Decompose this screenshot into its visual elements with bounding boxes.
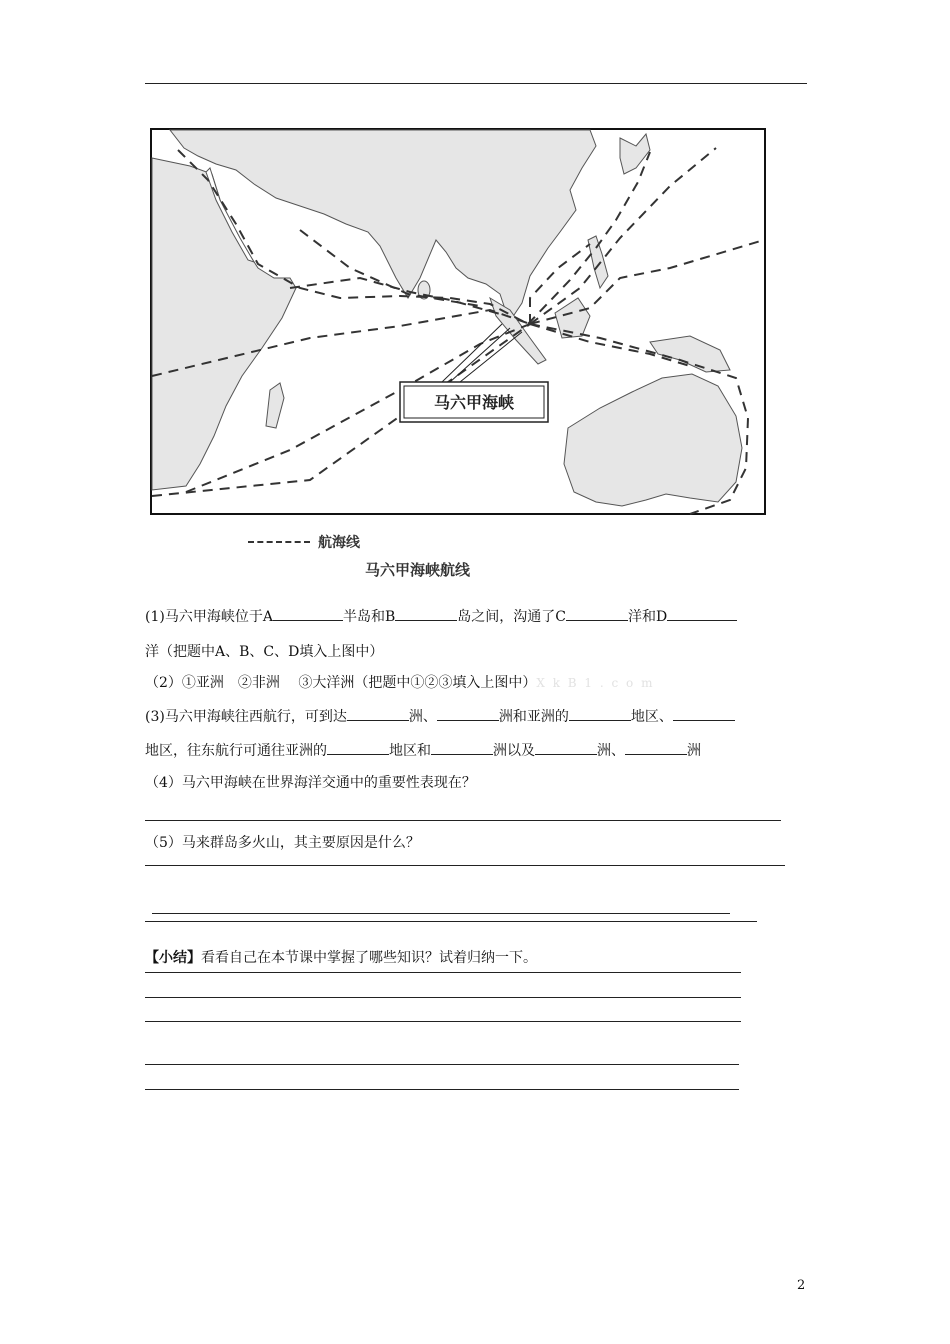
question-4: （4）马六甲海峡在世界海洋交通中的重要性表现在？: [145, 775, 476, 791]
answer-blank-a[interactable]: [273, 606, 343, 621]
answer-blank-east-4[interactable]: [625, 740, 687, 755]
summary-line-5[interactable]: [145, 1089, 739, 1090]
question-3-line-2: 地区，往东航行可通往亚洲的 地区和 洲以及 洲、 洲: [145, 740, 701, 761]
summary-line-1[interactable]: [145, 972, 741, 973]
answer-blank-d[interactable]: [667, 606, 737, 621]
summary-prompt: 【小结】看看自己在本节课中掌握了哪些知识？试着归纳一下。: [145, 950, 537, 966]
answer-blank-c[interactable]: [566, 606, 628, 621]
page-number: 2: [797, 1278, 806, 1293]
strait-map: [150, 128, 766, 515]
strait-callout-label: 马六甲海峡: [433, 393, 515, 412]
map-caption: 马六甲海峡航线: [365, 561, 471, 579]
summary-line-4[interactable]: [145, 1064, 739, 1065]
answer-line-q5-3[interactable]: [145, 921, 757, 922]
legend-label: 航海线: [318, 535, 360, 551]
question-1-line-1: (1)马六甲海峡位于A 半岛和B 岛之间，沟通了C 洋和D: [145, 606, 737, 627]
map-legend: [248, 532, 360, 552]
header-rule: [145, 83, 807, 84]
answer-blank-east-1[interactable]: [327, 740, 389, 755]
answer-blank-b[interactable]: [395, 606, 457, 621]
answer-blank-east-3[interactable]: [535, 740, 597, 755]
answer-blank-west-2[interactable]: [437, 706, 499, 721]
summary-label: 【小结】: [145, 950, 201, 966]
answer-line-q5-1[interactable]: [145, 865, 785, 866]
answer-blank-east-2[interactable]: [431, 740, 493, 755]
question-1-line-2: 洋（把题中A、B、C、D填入上图中）: [145, 644, 384, 660]
question-3-line-1: (3)马六甲海峡往西航行，可到达 洲、 洲和亚洲的 地区、: [145, 706, 735, 727]
question-5: （5）马来群岛多火山，其主要原因是什么？: [145, 835, 420, 851]
answer-blank-west-4[interactable]: [673, 706, 735, 721]
answer-line-q5-2[interactable]: [152, 913, 730, 914]
answer-blank-west-1[interactable]: [347, 706, 409, 721]
summary-line-3[interactable]: [145, 1021, 741, 1022]
summary-line-2[interactable]: [145, 997, 741, 998]
question-2: （2）①亚洲 ②非洲 ③大洋洲（把题中①②③填入上图中）X k B 1 . c o m: [145, 675, 655, 691]
watermark: X k B 1 . c o m: [536, 676, 655, 690]
legend-dash-icon: [248, 541, 310, 543]
answer-line-q4[interactable]: [145, 820, 781, 821]
answer-blank-west-3[interactable]: [569, 706, 631, 721]
